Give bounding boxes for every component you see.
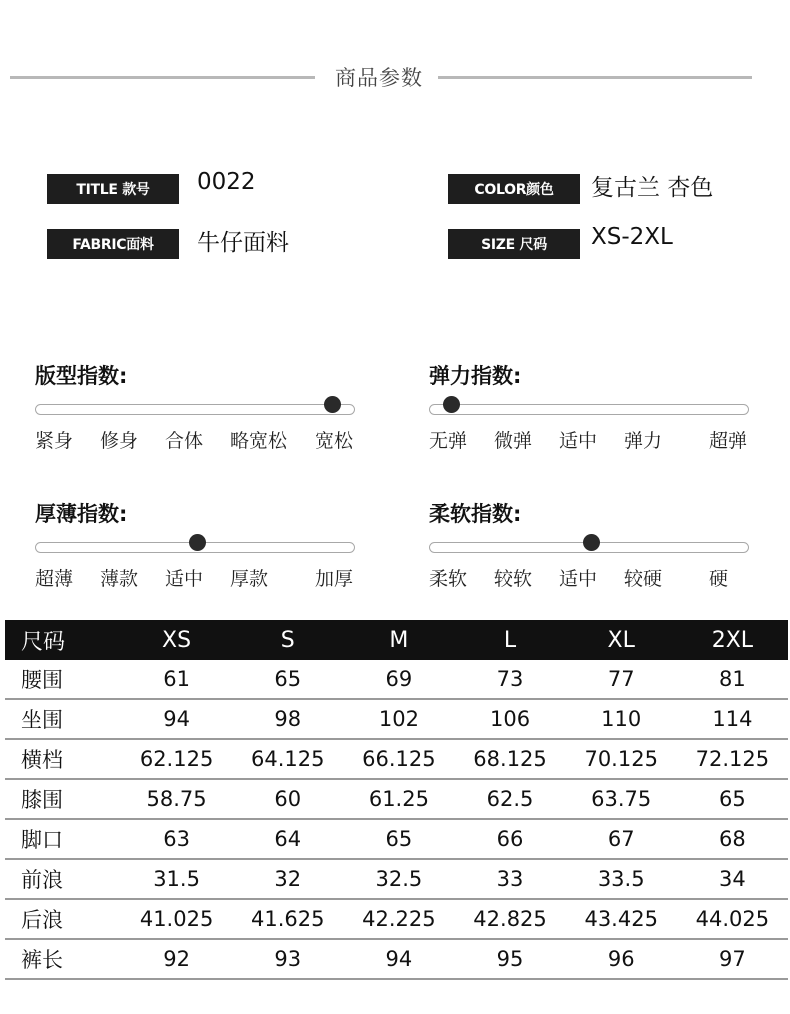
section-header xyxy=(0,58,790,94)
index-softness-option: 适中 xyxy=(559,568,598,590)
index-softness-option: 柔软 xyxy=(429,568,468,590)
table-cell: 65 xyxy=(677,779,788,819)
table-cell: 62.5 xyxy=(454,779,565,819)
size-table xyxy=(5,620,788,980)
table-row-label: 脚口 xyxy=(5,819,121,859)
table-cell: 66.125 xyxy=(343,739,454,779)
table-cell: 64.125 xyxy=(232,739,343,779)
section-title: 商品参数 xyxy=(335,66,423,90)
table-cell: 110 xyxy=(566,699,677,739)
index-fit-option: 紧身 xyxy=(35,430,74,452)
param-color-value: 复古兰 杏色 xyxy=(591,175,714,201)
table-cell: 96 xyxy=(566,939,677,979)
table-cell: 69 xyxy=(343,660,454,699)
table-cell: 93 xyxy=(232,939,343,979)
index-thickness-option: 加厚 xyxy=(315,568,354,590)
table-cell: 43.425 xyxy=(566,899,677,939)
table-cell: 32.5 xyxy=(343,859,454,899)
table-cell: 65 xyxy=(232,660,343,699)
index-stretch-track xyxy=(429,404,749,415)
index-fit-option: 合体 xyxy=(165,430,204,452)
table-cell: 95 xyxy=(454,939,565,979)
param-color-tag: COLOR颜色 xyxy=(448,174,580,204)
table-cell: 32 xyxy=(232,859,343,899)
table-cell: 42.825 xyxy=(454,899,565,939)
table-cell: 63.75 xyxy=(566,779,677,819)
table-cell: 63 xyxy=(121,819,232,859)
index-thickness-option: 厚款 xyxy=(230,568,269,590)
header-divider-left xyxy=(10,76,315,79)
table-cell: 97 xyxy=(677,939,788,979)
table-cell: 68.125 xyxy=(454,739,565,779)
table-cell: 106 xyxy=(454,699,565,739)
index-stretch-knob xyxy=(443,396,460,413)
table-cell: 31.5 xyxy=(121,859,232,899)
table-row xyxy=(5,819,788,859)
index-stretch-label: 弹力指数: xyxy=(429,364,522,388)
table-cell: 92 xyxy=(121,939,232,979)
table-row xyxy=(5,939,788,979)
table-header-cell: XL xyxy=(607,627,635,653)
header-divider-right xyxy=(438,76,752,79)
table-cell: 44.025 xyxy=(677,899,788,939)
index-fit-label: 版型指数: xyxy=(35,364,128,388)
table-cell: 94 xyxy=(121,699,232,739)
table-cell: 41.625 xyxy=(232,899,343,939)
table-cell: 33.5 xyxy=(566,859,677,899)
index-stretch-option: 适中 xyxy=(559,430,598,452)
index-thickness-knob xyxy=(189,534,206,551)
table-header-cell: XS xyxy=(162,627,192,653)
index-fit-option: 修身 xyxy=(100,430,139,452)
table-cell: 33 xyxy=(454,859,565,899)
table-row-label: 膝围 xyxy=(5,779,121,819)
table-row xyxy=(5,739,788,779)
table-row-label: 裤长 xyxy=(5,939,121,979)
index-stretch-option: 弹力 xyxy=(624,430,663,452)
table-cell: 42.225 xyxy=(343,899,454,939)
table-row-label: 横档 xyxy=(5,739,121,779)
param-title-value: 0022 xyxy=(197,169,256,195)
index-fit-option: 宽松 xyxy=(315,430,354,452)
table-row-label: 前浪 xyxy=(5,859,121,899)
table-row xyxy=(5,660,788,699)
index-softness-label: 柔软指数: xyxy=(429,502,522,526)
table-cell: 67 xyxy=(566,819,677,859)
table-cell: 65 xyxy=(343,819,454,859)
table-cell: 81 xyxy=(677,660,788,699)
index-softness-knob xyxy=(583,534,600,551)
table-cell: 114 xyxy=(677,699,788,739)
table-cell: 72.125 xyxy=(677,739,788,779)
index-softness-option: 较软 xyxy=(494,568,533,590)
table-cell: 62.125 xyxy=(121,739,232,779)
size-table-header-row xyxy=(5,620,788,660)
table-row xyxy=(5,899,788,939)
index-stretch-option: 无弹 xyxy=(429,430,468,452)
table-row-label: 坐围 xyxy=(5,699,121,739)
table-cell: 41.025 xyxy=(121,899,232,939)
table-row xyxy=(5,859,788,899)
table-row-label: 腰围 xyxy=(5,660,121,699)
index-stretch-option: 微弹 xyxy=(494,430,533,452)
param-size-tag: SIZE 尺码 xyxy=(448,229,580,259)
index-thickness-option: 超薄 xyxy=(35,568,74,590)
table-cell: 98 xyxy=(232,699,343,739)
table-cell: 77 xyxy=(566,660,677,699)
index-softness-option: 硬 xyxy=(709,568,729,590)
table-cell: 70.125 xyxy=(566,739,677,779)
table-header-cell: 尺码 xyxy=(21,629,66,655)
table-header-cell: M xyxy=(389,627,409,653)
table-header-cell: S xyxy=(280,627,295,653)
table-cell: 61 xyxy=(121,660,232,699)
table-cell: 61.25 xyxy=(343,779,454,819)
table-row xyxy=(5,779,788,819)
param-size-value: XS-2XL xyxy=(591,224,673,250)
table-header-cell: 2XL xyxy=(711,627,754,653)
table-header-cell: L xyxy=(503,627,517,653)
table-cell: 102 xyxy=(343,699,454,739)
table-cell: 64 xyxy=(232,819,343,859)
index-fit-knob xyxy=(324,396,341,413)
index-fit-track xyxy=(35,404,355,415)
index-thickness-option: 适中 xyxy=(165,568,204,590)
table-cell: 34 xyxy=(677,859,788,899)
table-row xyxy=(5,699,788,739)
table-row-label: 后浪 xyxy=(5,899,121,939)
index-fit-option: 略宽松 xyxy=(230,430,288,452)
param-title-tag: TITLE 款号 xyxy=(47,174,179,204)
table-cell: 58.75 xyxy=(121,779,232,819)
param-fabric-tag: FABRIC面料 xyxy=(47,229,179,259)
table-cell: 68 xyxy=(677,819,788,859)
index-thickness-option: 薄款 xyxy=(100,568,139,590)
index-softness-option: 较硬 xyxy=(624,568,663,590)
index-stretch-option: 超弹 xyxy=(709,430,748,452)
table-cell: 73 xyxy=(454,660,565,699)
table-cell: 94 xyxy=(343,939,454,979)
index-thickness-label: 厚薄指数: xyxy=(35,502,128,526)
param-fabric-value: 牛仔面料 xyxy=(197,230,289,256)
table-cell: 60 xyxy=(232,779,343,819)
table-cell: 66 xyxy=(454,819,565,859)
